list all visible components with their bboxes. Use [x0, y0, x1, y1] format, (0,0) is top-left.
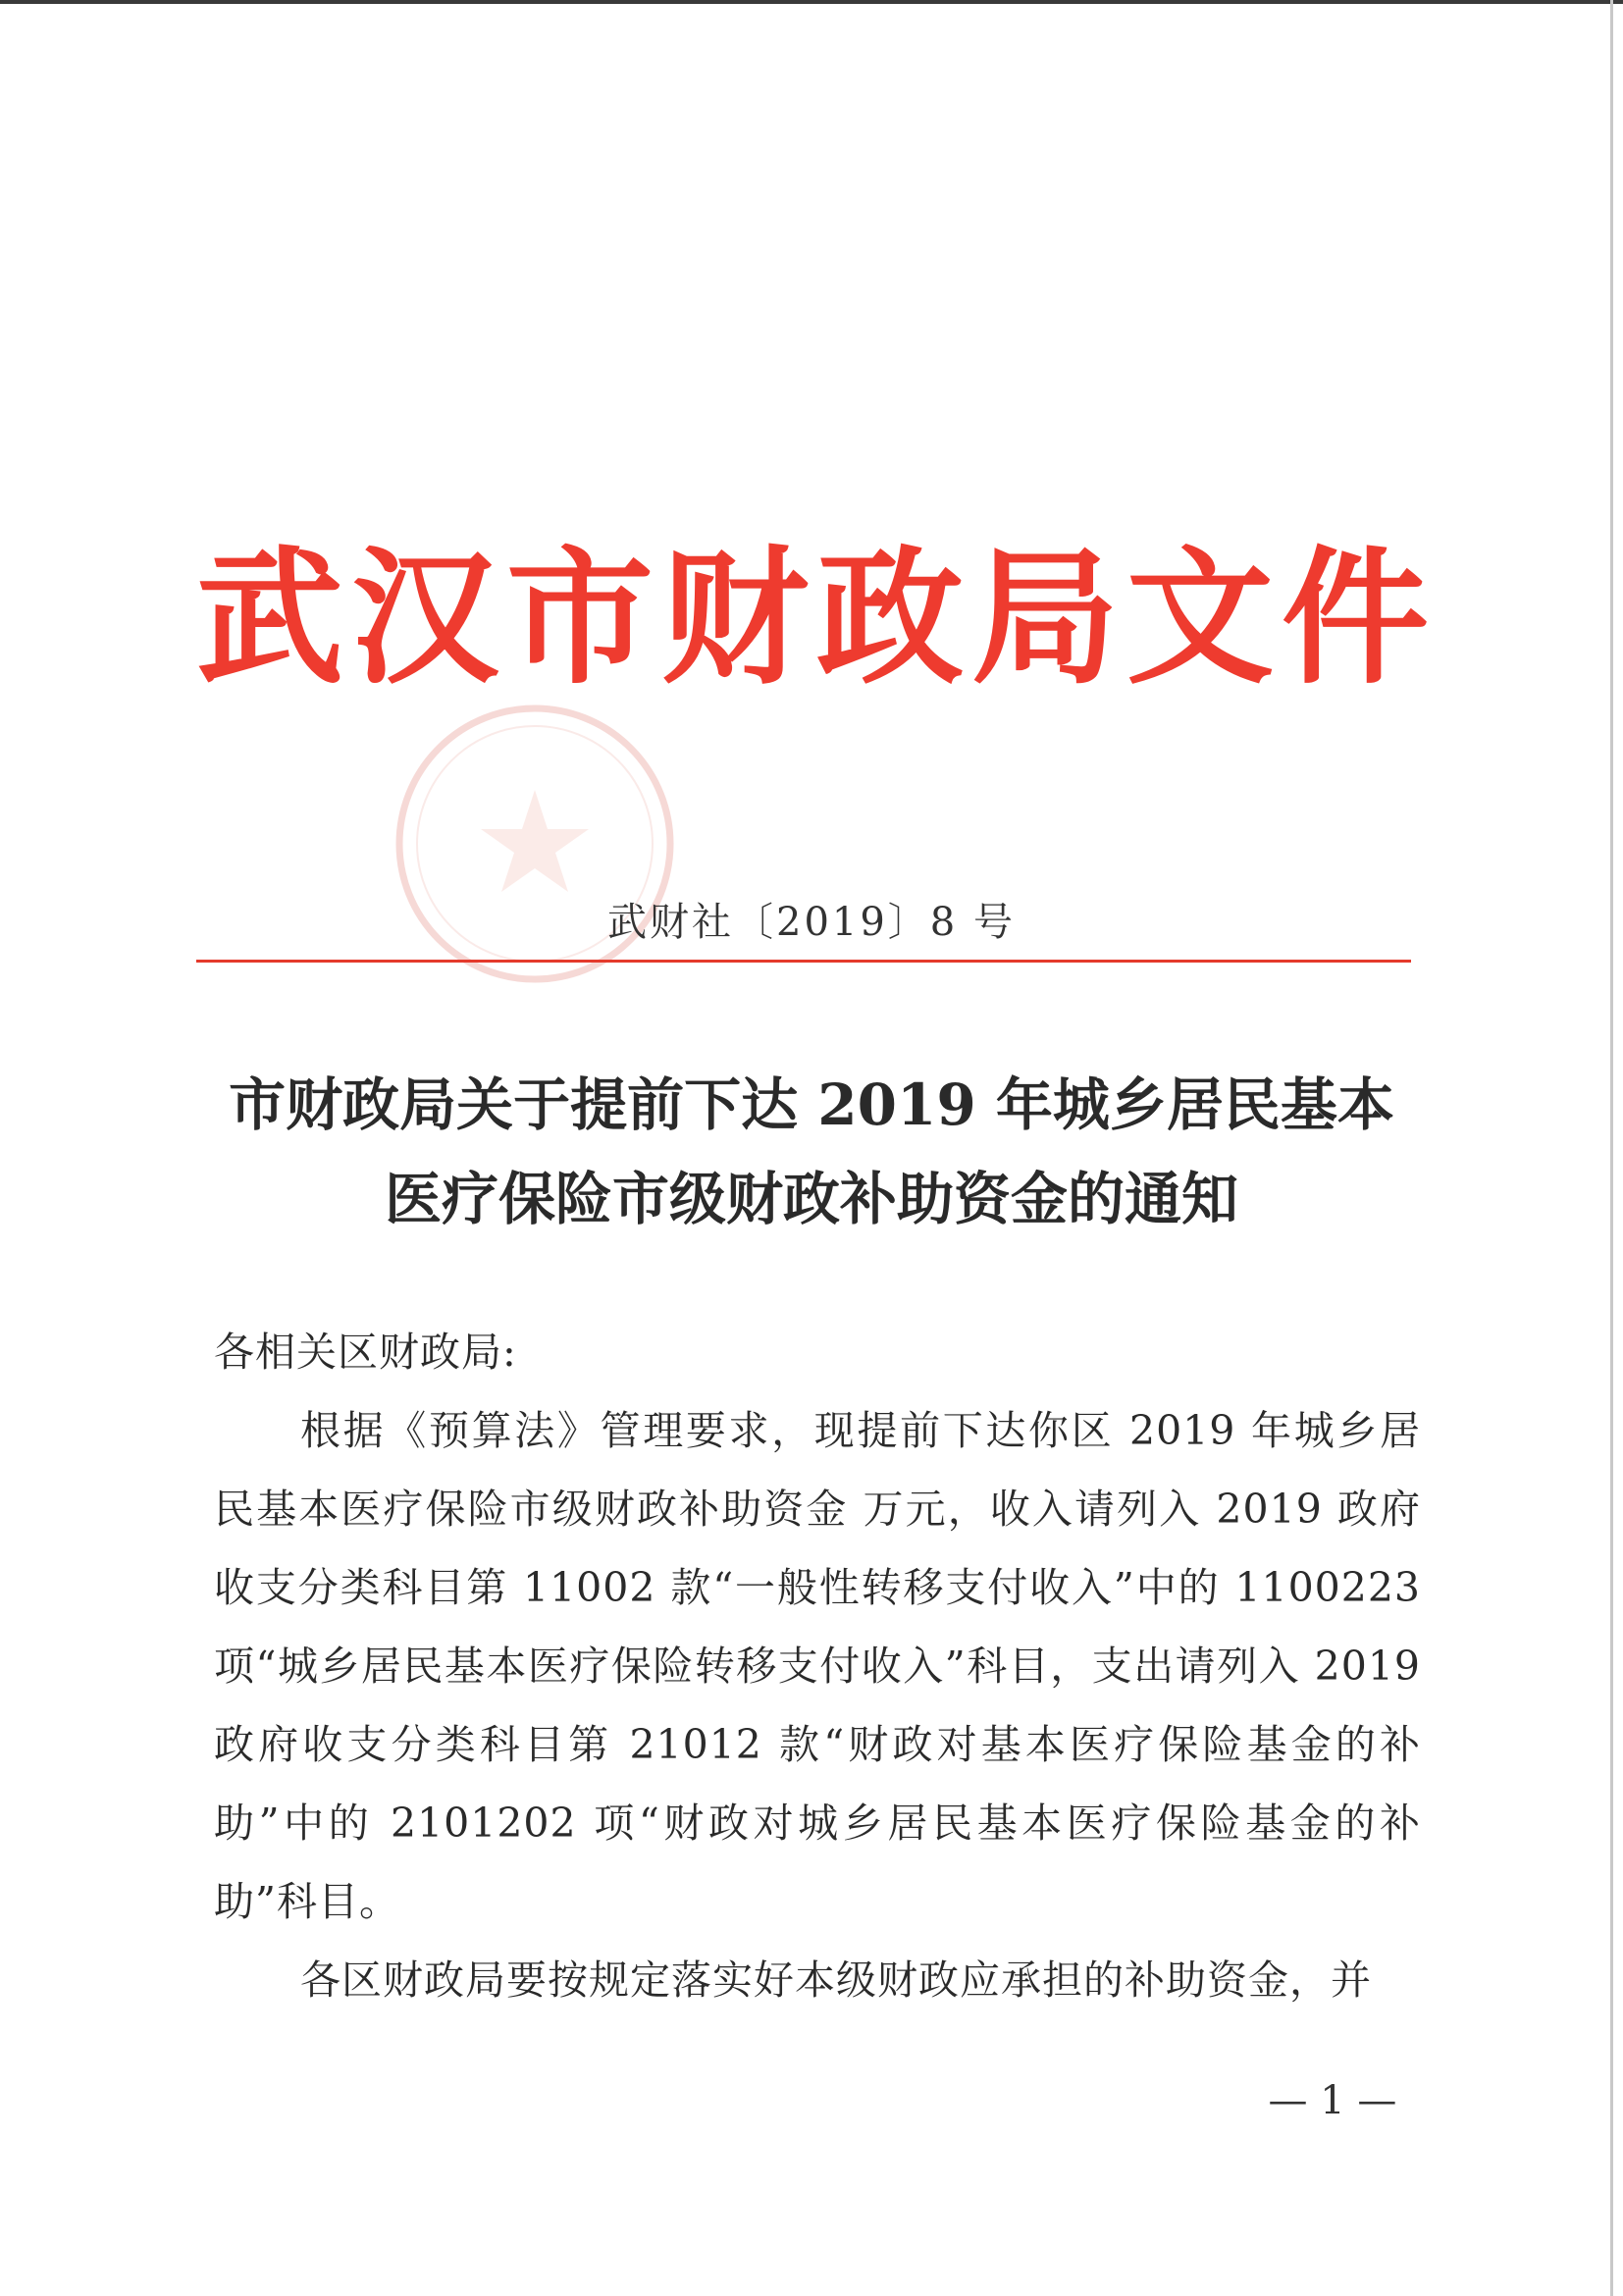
- notice-title-line-1: 市财政局关于提前下达 2019 年城乡居民基本: [229, 1071, 1394, 1138]
- masthead-title: 武汉市财政局文件: [196, 532, 1438, 704]
- body-paragraph-1: 根据《预算法》管理要求，现提前下达你区 2019 年城乡居民基本医疗保险市级财政补助资金 万元，收入请列入 2019 政府收支分类科目第 11002 款“一般性转移支付收入”中的 1100223 项“城乡居民基本医疗保险转移支付收入”科目，支出请列入 2019 政府收支分类科目第 21012 款“财政对基本医疗保险基金的补助”中的 2101202 项“财政对城乡居民基本医疗保险基金的补助”科目。: [214, 1407, 1421, 1925]
- document-number: 武财社〔2019〕8 号: [607, 900, 1016, 945]
- notice-title: [177, 1058, 1446, 1246]
- page-number: — 1 —: [1268, 2078, 1397, 2123]
- notice-body: [214, 1313, 1421, 2019]
- red-divider-rule: [196, 960, 1411, 963]
- scan-top-edge: [0, 0, 1623, 4]
- scan-right-edge: [1610, 0, 1613, 2296]
- salutation: 各相关区财政局:: [214, 1329, 517, 1376]
- official-seal-stamp: [388, 697, 682, 991]
- body-paragraph-2: 各区财政局要按规定落实好本级财政应承担的补助资金，并: [300, 1957, 1372, 2004]
- notice-title-line-2: 医疗保险市级财政补助资金的通知: [384, 1166, 1238, 1232]
